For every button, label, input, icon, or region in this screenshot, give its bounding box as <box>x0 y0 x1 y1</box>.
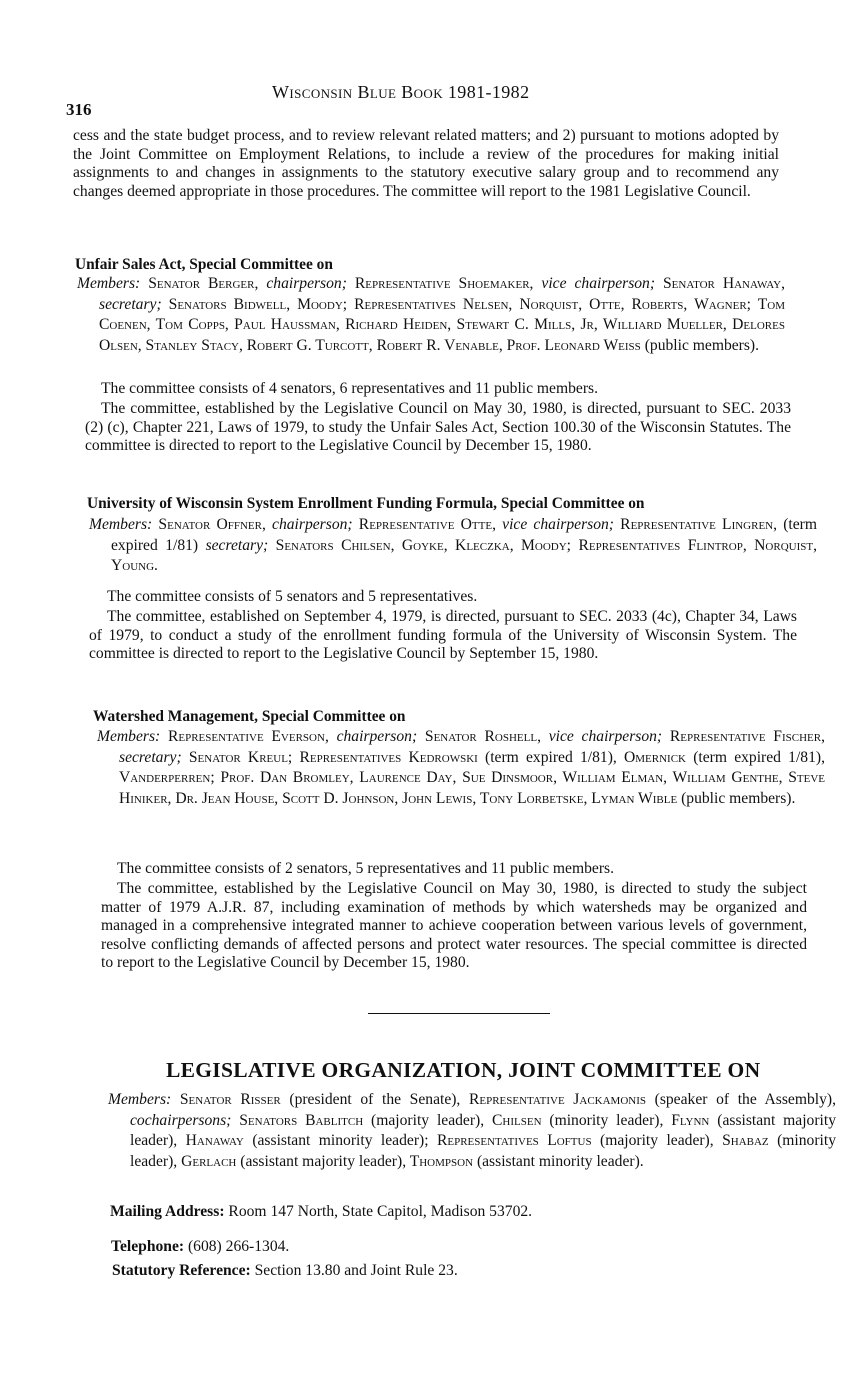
section-heading: Watershed Management, Special Committee on <box>93 708 406 725</box>
statutory-reference <box>112 1262 458 1280</box>
mailing-address-value: Room 147 North, State Capitol, Madison 53702. <box>224 1203 533 1220</box>
mailing-address <box>110 1203 532 1221</box>
section-heading: Unfair Sales Act, Special Committee on <box>75 256 333 273</box>
members-label: Members: <box>89 516 153 533</box>
composition-text: The committee consists of 5 senators and 5 representatives. <box>107 588 478 605</box>
statutory-reference-label: Statutory Reference: <box>112 1262 251 1279</box>
members-list: Members: Senator Offner, chairperson; Representative Otte, vice chairperson; Representative Lingren, (term expired 1/81) secretary; Senators Chilsen, Goyke, Kleczka, Moody; Representatives Flintrop, Norquist, Young. <box>89 516 817 574</box>
composition-text: The committee consists of 4 senators, 6 representatives and 11 public members. <box>101 380 598 397</box>
members-list: Members: Senator Risser (president of the Senate), Representative Jackamonis (speaker of the Assembly), cochairpersons; Senators Bablitch (majority leader), Chilsen (minority leader), Flynn (assistant majority leader), Hanaway (assistant minority leader); Representatives Loftus (majority leader), Shabaz (minority leader), Gerlach (assistant majority leader), Thompson (assistant minority leader). <box>108 1091 837 1170</box>
members-list: Members: Representative Everson, chairperson; Senator Roshell, vice chairperson; Representative Fischer, secretary; Senator Kreul; Representatives Kedrowski (term expired 1/81), Omernick (term expired 1/81), Vanderperren; Prof. Dan Bromley, Laurence Day, Sue Dinsmoor, William Elman, William Genthe, Steve Hiniker, Dr. Jean House, Scott D. Johnson, John Lewis, Tony Lorbetske, Lyman Wible (public members). <box>97 728 825 807</box>
section-divider <box>368 1013 550 1014</box>
committee-title: LEGISLATIVE ORGANIZATION, JOINT COMMITTEE ON <box>166 1058 761 1082</box>
description-text: The committee, established by the Legislative Council on May 30, 1980, is directed to study the subject matter of 1979 A.J.R. 87, including examination of methods by which watersheds may be organized and managed in a comprehensive integrated manner to achieve cooperation between various levels of government, resolve conflicting demands of affected persons and protect water resources. The special committee is directed to report to the Legislative Council by December 15, 1980. <box>101 880 807 972</box>
composition-text: The committee consists of 2 senators, 5 representatives and 11 public members. <box>117 860 614 877</box>
members-label: Members: <box>77 275 141 292</box>
intro-paragraph: cess and the state budget process, and to review relevant related matters; and 2) pursuant to motions adopted by the Joint Committee on Employment Relations, to include a review of the procedures for making initial assignments to and changes in assignments to the statutory executive salary group and to recommend any changes deemed appropriate in those procedures. The committee will report to the 1981 Legislative Council. <box>73 127 779 200</box>
page-number: 316 <box>66 100 92 119</box>
section-heading: University of Wisconsin System Enrollment Funding Formula, Special Committee on <box>87 495 645 512</box>
statutory-reference-value: Section 13.80 and Joint Rule 23. <box>250 1262 458 1279</box>
description-text: The committee, established on September 4, 1979, is directed, pursuant to SEC. 2033 (4c), Chapter 34, Laws of 1979, to conduct a study of the enrollment funding formula of the University of Wisconsin System. The committee is directed to report to the Legislative Council by September 15, 1980. <box>89 608 797 663</box>
telephone <box>111 1238 289 1256</box>
description-text: The committee, established by the Legislative Council on May 30, 1980, is directed, pursuant to SEC. 2033 (2) (c), Chapter 221, Laws of 1979, to study the Unfair Sales Act, Section 100.30 of the Wisconsin Statutes. The committee is directed to report to the Legislative Council by December 15, 1980. <box>85 400 791 455</box>
mailing-address-label: Mailing Address: <box>110 1203 225 1220</box>
members-label: Members: <box>97 728 161 745</box>
telephone-label: Telephone: <box>111 1238 185 1255</box>
members-label: Members: <box>108 1091 172 1108</box>
running-head: Wisconsin Blue Book 1981-1982 <box>272 82 530 102</box>
members-list: Members: Senator Berger, chairperson; Representative Shoemaker, vice chairperson; Senator Hanaway, secretary; Senators Bidwell, Moody; Representatives Nelsen, Norquist, Otte, Roberts, Wagner; Tom Coenen, Tom Copps, Paul Haussman, Richard Heiden, Stewart C. Mills, Jr, Williard Mueller, Delores Olsen, Stanley Stacy, Robert G. Turcott, Robert R. Venable, Prof. Leonard Weiss (public members). <box>77 275 785 354</box>
telephone-value: (608) 266-1304. <box>184 1238 290 1255</box>
